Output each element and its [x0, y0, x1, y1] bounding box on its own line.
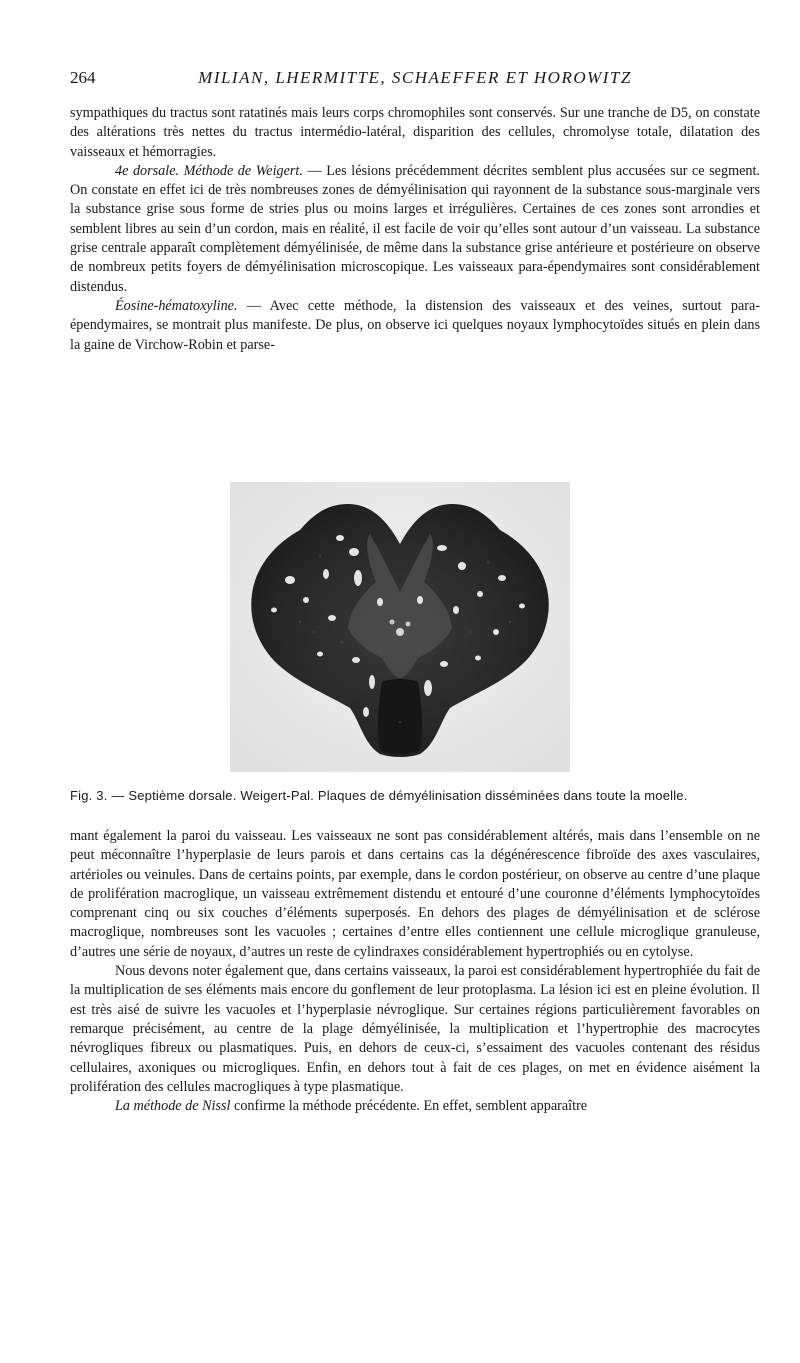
page-number: 264 — [70, 68, 96, 87]
plaque — [363, 707, 369, 717]
paragraph — [70, 962, 760, 1097]
figure-caption: Fig. 3. — Septième dorsale. Weigert-Pal. Plaques de démyélinisation disséminées dans toute la moelle. — [70, 788, 688, 803]
plaque — [303, 597, 309, 603]
plaque — [458, 562, 466, 570]
para-ependymal-vessel — [406, 622, 411, 627]
plaque — [424, 680, 432, 696]
body-text-bottom — [70, 827, 760, 1116]
text-run: confirme la méthode précédente. En effet, semblent apparaître — [230, 1098, 588, 1115]
plaque — [440, 661, 448, 667]
speckle — [469, 631, 472, 634]
posterior-column — [378, 679, 422, 755]
text-run: mant également la paroi du vaisseau. Les vaisseaux ne sont pas considérablement altérés, mais dans l’ensemble on ne peut méconnaître l’hyperplasie de leurs parois et dans certains cas la dégénérescence fibroïde des axes vasculaires, artérioles ou veinules. Dans de certains points, par exemple, dans le cordon postérieur, on observe au centre d’une plaque de prolifération macroglique, un vaisseau extrêmement distendu et entouré d’une couronne d’éléments lymphocytoïdes comprenant cinq ou six couches d’éléments superposés. En dehors des plages de démyélinisation et de sclérose macroglique, nombreuses sont les vacuoles ; certaines d’entre elles contiennent une cellule microglique granuleuse, d’autres une série de noyaux, d’autres un reste de cylindraxes considérablement hypertrophiés ou en cytolyse. — [70, 828, 760, 960]
plaque — [271, 608, 277, 613]
section-heading-inline: La méthode de Nissl — [115, 1098, 231, 1115]
plaque — [477, 591, 483, 597]
plaque — [285, 576, 295, 584]
speckle — [341, 641, 344, 644]
text-run: — Les lésions précédemment décrites semblent plus accusées sur ce segment. On constate en effet ici de très nombreuses zones de démyélinisation qui rayonnent de la substance sous-marginale vers la substance grise sous forme de stries plus ou moins larges et irrégulières. Certaines de ces zones sont arrondies et semblent libres au sein d’un cordon, mais en réalité, il est facile de voir qu’elles sont autour d’un vaisseau. La substance grise centrale apparaît complètement démyélinisée, de même dans la substance grise antérieure et postérieure on observe de nombreux petits foyers de démyélinisation microscopique. Les vaisseaux para-épendymaires sont considérablement distendus. — [70, 162, 760, 295]
plaque — [519, 604, 525, 609]
text-run: Nous devons noter également que, dans certains vaisseaux, la paroi est considérablement hypertrophiée du fait de la multiplication de ses éléments mais encore du gonflement de leur protoplasma. La lésion ici est en pleine évolution. Il est très aisé de suivre les vacuoles et l’hyperplasie névroglique. Sur certaines régions particulièrement favorables on remarque précisément, au centre de la plage démyélinisée, la multiplication et l’hypertrophie des macrocytes névrogliques fibreux ou plasmatiques. Puis, en dehors de ceux-ci, s’essaiment des vacuoles contenant des résidus cellulaires, axoniques ou microgliques. Enfin, en dehors tout à fait de ces plages, on met en évidence aisément la prolifération des cellules macrogliques à type plasmatique. — [70, 963, 760, 1095]
paragraph — [70, 827, 760, 962]
plaque — [323, 569, 329, 579]
plaque — [369, 675, 375, 689]
plaque — [498, 575, 506, 581]
section-heading-inline: Éosine-hématoxyline. — [115, 297, 238, 314]
plaque — [493, 629, 499, 635]
plaque — [437, 545, 447, 551]
plaque — [453, 606, 459, 614]
plaque — [417, 596, 423, 604]
paragraph — [70, 1097, 760, 1116]
plaque — [475, 656, 481, 661]
speckle — [487, 561, 489, 563]
text-run: sympathiques du tractus sont ratatinés mais leurs corps chromophiles sont conservés. Sur une tranche de D5, on constate des altérations très nettes du tractus intermédio-latéral, disparition des cellules, chromolyse totale, dilatation des vaisseaux et hémorragies. — [70, 105, 760, 160]
paragraph — [70, 104, 760, 162]
spinal-cord-micrograph — [230, 482, 570, 772]
text-run: — Avec cette méthode, la distension des vaisseaux et des veines, surtout para-épendymaires, se montrait plus manifeste. De plus, on observe ici quelques noyaux lymphocytoïdes situés en plein dans la gaine de Virchow-Robin et parse- — [70, 297, 760, 353]
plaque — [354, 570, 362, 586]
section-heading-inline: 4e dorsale. Méthode de Weigert. — [115, 162, 303, 179]
plaque — [336, 535, 344, 541]
central-canal — [396, 628, 404, 636]
speckle — [299, 621, 302, 624]
plaque — [317, 652, 323, 657]
figure-spinal-cord-section — [230, 482, 570, 772]
paragraph — [70, 162, 760, 297]
speckle — [399, 721, 402, 724]
running-title: MILIAN, LHERMITTE, SCHAEFFER ET HOROWITZ — [198, 68, 632, 87]
body-text-top — [70, 104, 760, 355]
plaque — [352, 657, 360, 663]
speckle — [319, 555, 321, 557]
speckle — [509, 621, 512, 624]
plaque — [349, 548, 359, 556]
page-header — [70, 68, 760, 92]
plaque — [328, 615, 336, 621]
para-ependymal-vessel — [390, 620, 395, 625]
plaque — [377, 598, 383, 606]
speckle — [313, 631, 315, 633]
paragraph — [70, 297, 760, 355]
